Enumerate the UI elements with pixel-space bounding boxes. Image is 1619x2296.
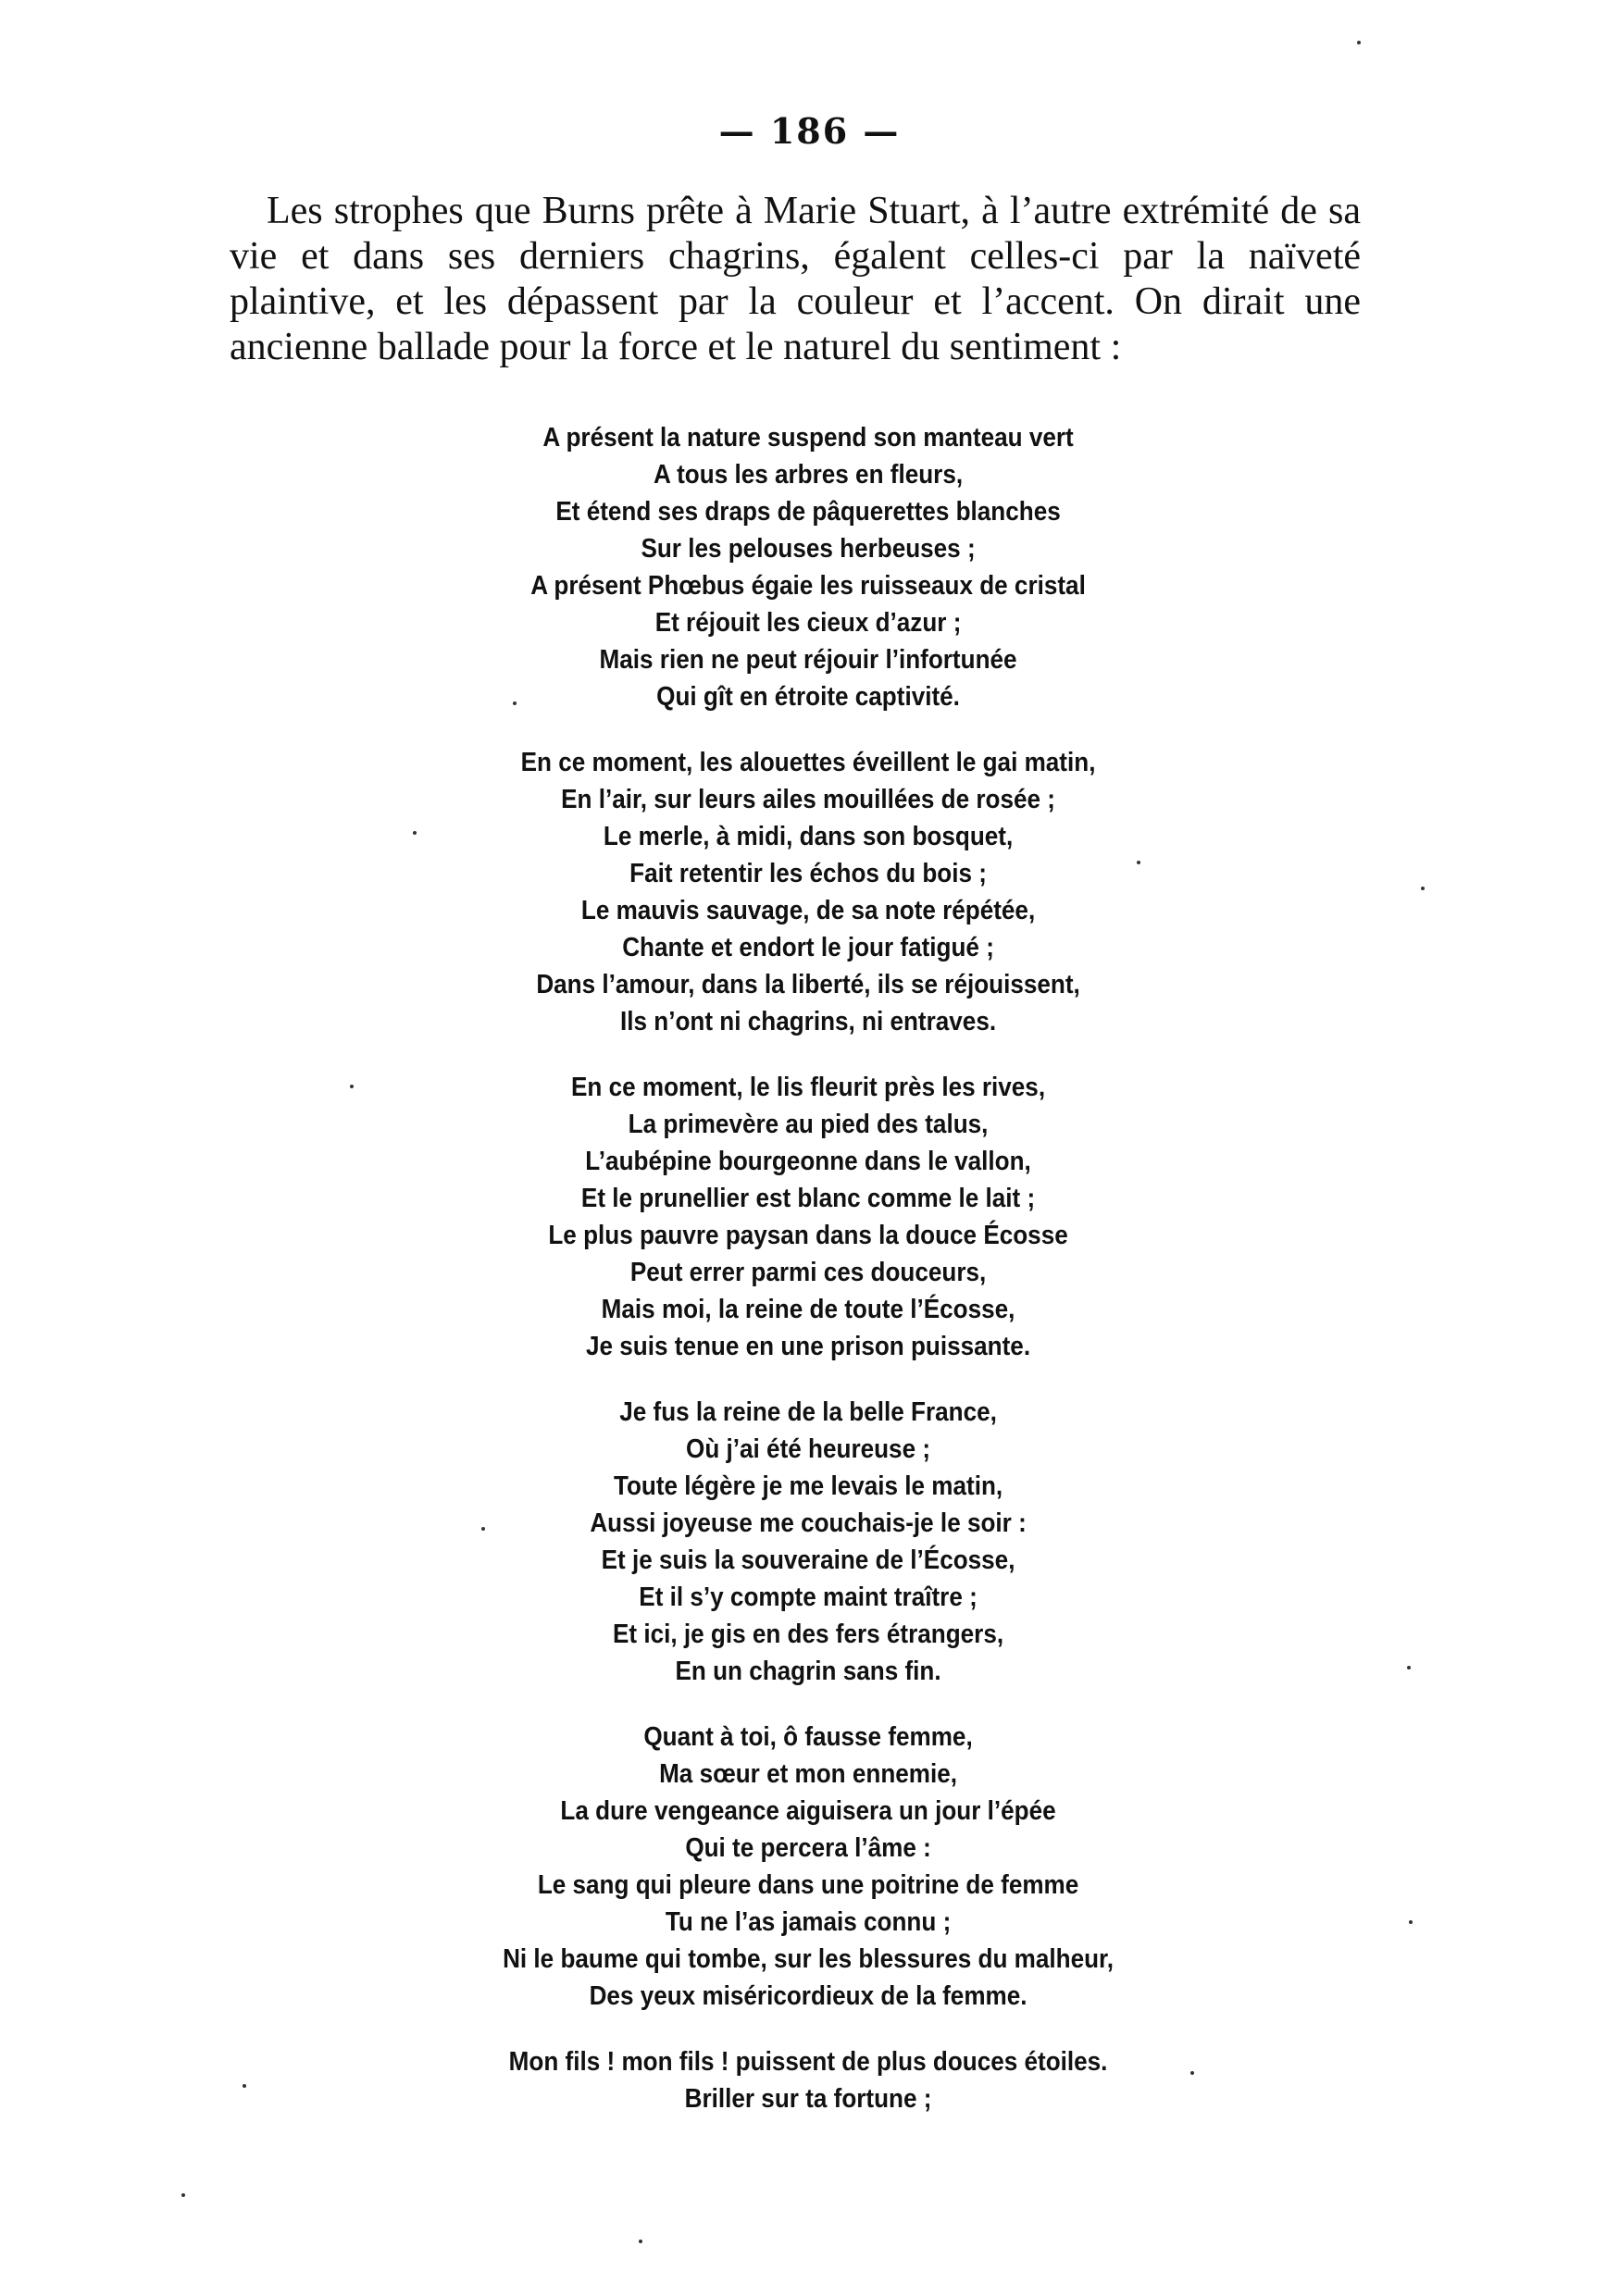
poem-line: Et étend ses draps de pâquerettes blanches bbox=[555, 497, 1061, 527]
poem-line: Ni le baume qui tombe, sur les blessures du malheur, bbox=[503, 1944, 1115, 1974]
poem-line: Le sang qui pleure dans une poitrine de femme bbox=[537, 1870, 1079, 1900]
poem-line: Quant à toi, ô fausse femme, bbox=[643, 1722, 973, 1752]
poem-stanza-5 bbox=[80, 1719, 1537, 2015]
scan-speck bbox=[639, 2240, 642, 2243]
poem-line: Ils n’ont ni chagrins, ni entraves. bbox=[620, 1007, 997, 1036]
poem-line: Et le prunellier est blanc comme le lait ; bbox=[580, 1184, 1036, 1213]
poem-line: La primevère au pied des talus, bbox=[628, 1110, 989, 1139]
poem-stanza-1 bbox=[80, 419, 1537, 715]
poem-line: Et il s’y compte maint traître ; bbox=[639, 1582, 978, 1612]
poem-line: Qui gît en étroite captivité. bbox=[656, 682, 960, 712]
poem-line: Où j’ai été heureuse ; bbox=[686, 1434, 931, 1464]
scan-speck bbox=[1357, 41, 1361, 44]
poem-line: Mais moi, la reine de toute l’Écosse, bbox=[601, 1295, 1015, 1324]
scan-speck bbox=[1137, 861, 1140, 864]
scan-speck bbox=[243, 2084, 246, 2088]
poem bbox=[80, 419, 1537, 2146]
poem-line: Je fus la reine de la belle France, bbox=[619, 1397, 997, 1427]
scan-speck bbox=[350, 1085, 354, 1088]
scan-speck bbox=[1409, 1920, 1413, 1924]
poem-line: Je suis tenue en une prison puissante. bbox=[586, 1332, 1031, 1361]
poem-line: Sur les pelouses herbeuses ; bbox=[641, 534, 976, 564]
poem-line: Chante et endort le jour fatigué ; bbox=[622, 933, 994, 962]
poem-line: En ce moment, les alouettes éveillent le gai matin, bbox=[520, 748, 1096, 777]
scan-speck bbox=[1407, 1666, 1411, 1669]
poem-line: Aussi joyeuse me couchais-je le soir : bbox=[590, 1508, 1027, 1538]
poem-line: Ma sœur et mon ennemie, bbox=[659, 1759, 958, 1789]
poem-line: Mais rien ne peut réjouir l’infortunée bbox=[599, 645, 1017, 675]
intro-paragraph: Les strophes que Burns prête à Marie Stuart, à l’autre extrémité de sa vie et dans ses derniers chagrins, égalent celles-ci par la naïveté plaintive, et les dépassent par la couleur et l’accent. On dirait une ancienne ballade pour la force et le naturel du sentiment : bbox=[230, 190, 1361, 368]
poem-line: A présent la nature suspend son manteau vert bbox=[542, 423, 1074, 453]
scan-speck bbox=[481, 1527, 485, 1531]
scan-speck bbox=[181, 2193, 185, 2197]
poem-line: En un chagrin sans fin. bbox=[675, 1657, 941, 1686]
poem-line: Le merle, à midi, dans son bosquet, bbox=[603, 822, 1014, 851]
poem-stanza-2 bbox=[80, 744, 1537, 1040]
poem-line: Et je suis la souveraine de l’Écosse, bbox=[601, 1545, 1015, 1575]
poem-line: Briller sur ta fortune ; bbox=[684, 2084, 932, 2114]
poem-line: Qui te percera l’âme : bbox=[685, 1833, 931, 1863]
poem-line: L’aubépine bourgeonne dans le vallon, bbox=[585, 1147, 1031, 1176]
poem-line: Le plus pauvre paysan dans la douce Écosse bbox=[548, 1221, 1068, 1250]
poem-stanza-3 bbox=[80, 1069, 1537, 1365]
poem-line: A tous les arbres en fleurs, bbox=[653, 460, 964, 490]
poem-line: Et réjouit les cieux d’azur ; bbox=[654, 608, 962, 638]
poem-line: Tu ne l’as jamais connu ; bbox=[665, 1907, 952, 1937]
poem-line: Mon fils ! mon fils ! puissent de plus douces étoiles. bbox=[508, 2047, 1108, 2077]
poem-line: Des yeux miséricordieux de la femme. bbox=[589, 1981, 1027, 2011]
poem-line: Dans l’amour, dans la liberté, ils se réjouissent, bbox=[536, 970, 1080, 999]
scan-speck bbox=[1190, 2071, 1194, 2075]
page-number: — 186 — bbox=[718, 110, 901, 152]
poem-line: A présent Phœbus égaie les ruisseaux de cristal bbox=[530, 571, 1086, 601]
poem-stanza-4 bbox=[80, 1394, 1537, 1690]
intro-text bbox=[230, 189, 1361, 370]
scan-speck bbox=[413, 831, 417, 835]
poem-stanza-6 bbox=[80, 2043, 1537, 2117]
poem-line: Fait retentir les échos du bois ; bbox=[629, 859, 987, 888]
scan-speck bbox=[513, 701, 517, 705]
poem-line: Toute légère je me levais le matin, bbox=[613, 1471, 1003, 1501]
scan-speck bbox=[1421, 887, 1425, 890]
poem-line: Et ici, je gis en des fers étrangers, bbox=[612, 1620, 1004, 1649]
poem-line: En ce moment, le lis fleurit près les rives, bbox=[571, 1073, 1046, 1102]
poem-line: Le mauvis sauvage, de sa note répétée, bbox=[580, 896, 1036, 925]
poem-line: En l’air, sur leurs ailes mouillées de rosée ; bbox=[561, 785, 1055, 814]
poem-line: Peut errer parmi ces douceurs, bbox=[629, 1258, 987, 1287]
poem-line: La dure vengeance aiguisera un jour l’épée bbox=[560, 1796, 1056, 1826]
